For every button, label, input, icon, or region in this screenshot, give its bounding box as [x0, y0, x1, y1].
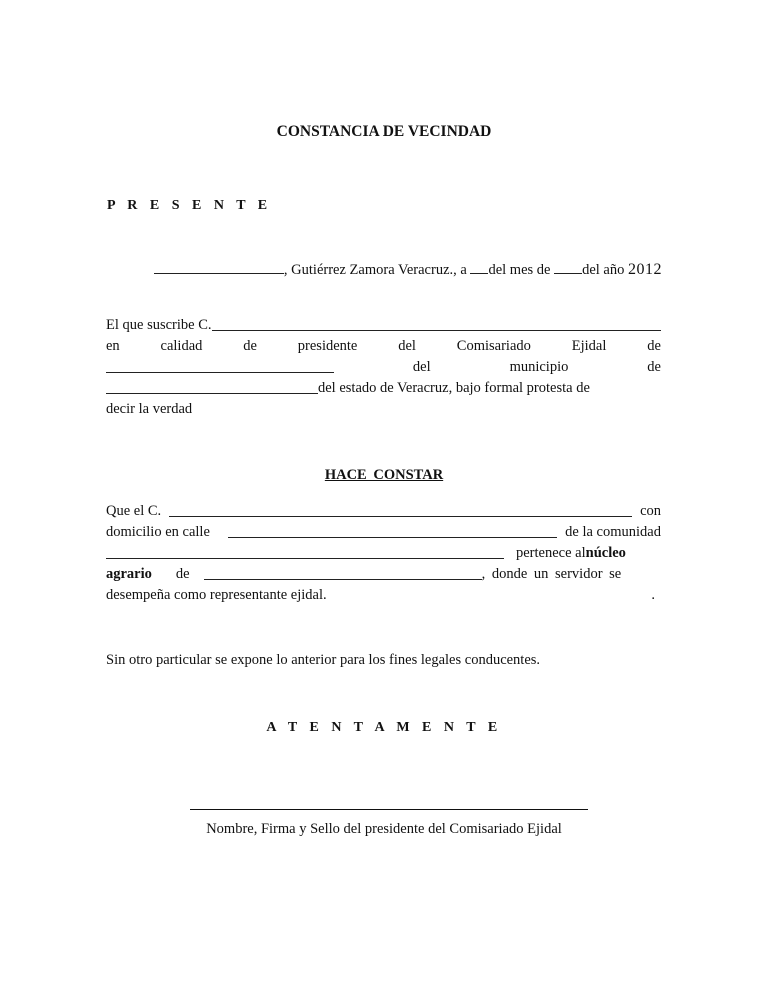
para1-line5 — [106, 399, 661, 420]
date-line — [108, 258, 662, 279]
nucleo-name-blank — [204, 564, 482, 580]
day-number-blank — [470, 258, 488, 274]
para2-line4 — [106, 564, 661, 585]
agrario-text: agrario — [106, 566, 152, 582]
paragraph-declaration — [106, 315, 661, 420]
word: de — [647, 338, 661, 354]
period-mark: . — [651, 587, 655, 603]
domicilio-text: domicilio en calle — [106, 524, 210, 540]
name-blank — [212, 315, 661, 331]
word: de — [243, 338, 257, 354]
para1-line4 — [106, 378, 661, 399]
ejido-blank — [106, 357, 334, 373]
year-text: del año — [582, 262, 628, 278]
que-text: Que el C. — [106, 503, 162, 519]
street-blank — [228, 522, 557, 538]
word: de — [647, 359, 661, 375]
para2-line2 — [106, 522, 661, 543]
place-text: , Gutiérrez Zamora Veracruz., a — [283, 262, 471, 278]
para1-line3 — [106, 357, 661, 378]
document-title: CONSTANCIA DE VECINDAD — [276, 123, 492, 140]
word: Comisariado — [456, 338, 531, 354]
community-blank — [106, 543, 504, 559]
suscribe-text: El que suscribe C. — [106, 317, 212, 333]
para2-line5 — [106, 585, 661, 606]
comunidad-text: de la comunidad — [565, 524, 661, 540]
para1-line1 — [106, 315, 661, 336]
nucleo-text: núcleo — [585, 545, 626, 561]
verdad-text: decir la verdad — [106, 401, 193, 417]
de-text: de — [175, 566, 190, 582]
day-blank — [154, 258, 284, 274]
para2-line3 — [106, 543, 661, 564]
pertenece-text: pertenece al — [516, 545, 586, 561]
servidor-text: , donde un servidor se — [481, 566, 622, 582]
word: en — [106, 338, 120, 354]
salutation: P R E S E N T E — [107, 198, 272, 213]
month-blank — [554, 258, 582, 274]
resident-name-blank — [169, 501, 632, 517]
word: presidente — [297, 338, 358, 354]
paragraph-certification — [106, 501, 661, 606]
desempena-text: desempeña como representante ejidal. — [106, 587, 327, 603]
sign-off: A T E N T A M E N T E — [266, 720, 502, 735]
word: calidad — [160, 338, 203, 354]
word: municipio — [509, 359, 569, 375]
municipio-blank — [106, 378, 318, 394]
word: del — [398, 338, 416, 354]
section-heading: HACE CONSTAR — [324, 467, 444, 483]
year-value: 2012 — [628, 261, 662, 278]
month-text: del mes de — [488, 262, 555, 278]
para2-line1 — [106, 501, 661, 522]
closing-statement: Sin otro particular se expone lo anterior para los fines legales conducentes. — [106, 652, 541, 668]
signature-line — [190, 809, 588, 810]
word: Ejidal — [571, 338, 607, 354]
estado-text: del estado de Veracruz, bajo formal protesta de — [318, 380, 590, 396]
signature-caption: Nombre, Firma y Sello del presidente del Comisariado Ejidal — [206, 821, 562, 837]
word: del — [412, 359, 431, 375]
para1-line2 — [106, 336, 661, 357]
con-text: con — [640, 503, 661, 519]
